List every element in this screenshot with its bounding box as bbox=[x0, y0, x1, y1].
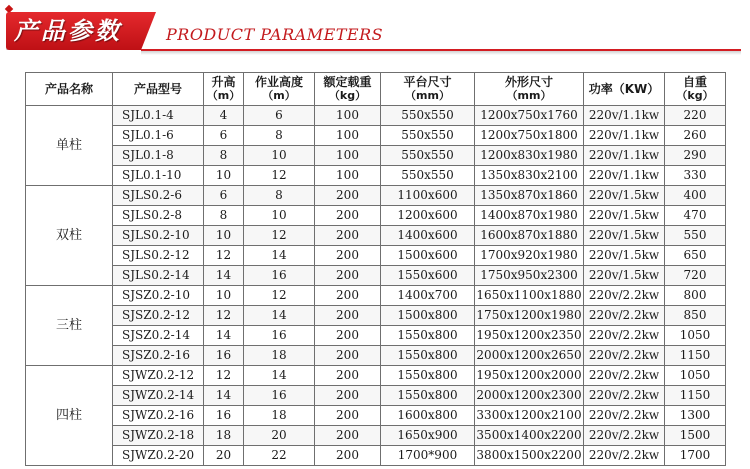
header-divider-shadow bbox=[141, 51, 741, 55]
table-cell: 220v/1.1kw bbox=[584, 106, 665, 126]
table-cell: 1400x870x1980 bbox=[475, 206, 584, 226]
table-cell: 200 bbox=[315, 386, 381, 406]
table-cell: 220v/2.2kw bbox=[584, 386, 665, 406]
model-cell: SJSZ0.2-14 bbox=[113, 326, 204, 346]
table-cell: 1050 bbox=[665, 326, 726, 346]
column-header-unit: （mm） bbox=[405, 89, 450, 102]
table-cell: 14 bbox=[244, 246, 315, 266]
table-cell: 14 bbox=[204, 266, 244, 286]
column-header-unit: （m） bbox=[262, 89, 296, 102]
column-header bbox=[204, 73, 244, 106]
table-cell: 220v/2.2kw bbox=[584, 286, 665, 306]
table-cell: 200 bbox=[315, 286, 381, 306]
table-row bbox=[26, 366, 726, 386]
table-cell: 1550x800 bbox=[381, 326, 475, 346]
table-row bbox=[26, 306, 726, 326]
column-header-label: 产品型号 bbox=[133, 82, 182, 96]
table-cell: 1400x600 bbox=[381, 226, 475, 246]
model-cell: SJL0.1-6 bbox=[113, 126, 204, 146]
table-cell: 10 bbox=[204, 286, 244, 306]
table-row bbox=[26, 166, 726, 186]
table-cell: 1500x600 bbox=[381, 246, 475, 266]
table-cell: 260 bbox=[665, 126, 726, 146]
table-cell: 550x550 bbox=[381, 126, 475, 146]
table-cell: 550 bbox=[665, 226, 726, 246]
table-cell: 1350x830x2100 bbox=[475, 166, 584, 186]
table-cell: 800 bbox=[665, 286, 726, 306]
table-cell: 8 bbox=[204, 206, 244, 226]
table-cell: 1950x1200x2000 bbox=[475, 366, 584, 386]
table-cell: 200 bbox=[315, 366, 381, 386]
table-cell: 1700x920x1980 bbox=[475, 246, 584, 266]
table-row bbox=[26, 146, 726, 166]
column-header-label: 功率（KW） bbox=[588, 82, 660, 96]
table-cell: 100 bbox=[315, 166, 381, 186]
table-cell: 470 bbox=[665, 206, 726, 226]
model-cell: SJLS0.2-12 bbox=[113, 246, 204, 266]
table-cell: 10 bbox=[244, 146, 315, 166]
table-cell: 1550x800 bbox=[381, 346, 475, 366]
table-row bbox=[26, 266, 726, 286]
model-cell: SJLS0.2-10 bbox=[113, 226, 204, 246]
table-row bbox=[26, 226, 726, 246]
table-cell: 220v/2.2kw bbox=[584, 366, 665, 386]
table-cell: 14 bbox=[204, 386, 244, 406]
table-cell: 1550x800 bbox=[381, 386, 475, 406]
table-row bbox=[26, 186, 726, 206]
table-cell: 220v/2.2kw bbox=[584, 346, 665, 366]
table-cell: 650 bbox=[665, 246, 726, 266]
model-cell: SJSZ0.2-12 bbox=[113, 306, 204, 326]
table-cell: 200 bbox=[315, 246, 381, 266]
model-cell: SJSZ0.2-16 bbox=[113, 346, 204, 366]
model-cell: SJWZ0.2-16 bbox=[113, 406, 204, 426]
table-cell: 16 bbox=[244, 266, 315, 286]
column-header-label: 自重 bbox=[682, 75, 707, 89]
table-cell: 16 bbox=[244, 326, 315, 346]
table-cell: 220v/1.5kw bbox=[584, 206, 665, 226]
column-header bbox=[244, 73, 315, 106]
table-row bbox=[26, 246, 726, 266]
table-cell: 200 bbox=[315, 206, 381, 226]
table-cell: 4 bbox=[204, 106, 244, 126]
model-cell: SJWZ0.2-20 bbox=[113, 446, 204, 466]
table-cell: 1400x700 bbox=[381, 286, 475, 306]
table-cell: 16 bbox=[244, 386, 315, 406]
table-cell: 720 bbox=[665, 266, 726, 286]
table-cell: 1650x900 bbox=[381, 426, 475, 446]
column-header bbox=[665, 73, 726, 106]
model-cell: SJLS0.2-14 bbox=[113, 266, 204, 286]
table-cell: 6 bbox=[204, 126, 244, 146]
page-title-en: PRODUCT PARAMETERS bbox=[166, 25, 384, 44]
table-row bbox=[26, 406, 726, 426]
table-cell: 1150 bbox=[665, 386, 726, 406]
table-cell: 14 bbox=[244, 366, 315, 386]
table-cell: 1550x800 bbox=[381, 366, 475, 386]
table-cell: 200 bbox=[315, 306, 381, 326]
column-header-unit: （kg） bbox=[328, 89, 367, 102]
table-cell: 220v/2.2kw bbox=[584, 306, 665, 326]
column-header bbox=[113, 73, 204, 106]
table-cell: 200 bbox=[315, 186, 381, 206]
table-cell: 8 bbox=[244, 186, 315, 206]
product-group-name: 双柱 bbox=[26, 186, 113, 286]
table-cell: 220 bbox=[665, 106, 726, 126]
table-cell: 1200x830x1980 bbox=[475, 146, 584, 166]
table-cell: 14 bbox=[204, 326, 244, 346]
table-cell: 1700*900 bbox=[381, 446, 475, 466]
table-cell: 200 bbox=[315, 266, 381, 286]
table-row bbox=[26, 386, 726, 406]
table-cell: 12 bbox=[244, 226, 315, 246]
model-cell: SJWZ0.2-18 bbox=[113, 426, 204, 446]
table-cell: 1750x950x2300 bbox=[475, 266, 584, 286]
table-cell: 10 bbox=[204, 166, 244, 186]
table-cell: 18 bbox=[244, 346, 315, 366]
table-row bbox=[26, 286, 726, 306]
table-cell: 220v/1.1kw bbox=[584, 126, 665, 146]
model-cell: SJLS0.2-8 bbox=[113, 206, 204, 226]
table-row bbox=[26, 126, 726, 146]
table-row bbox=[26, 346, 726, 366]
table-cell: 200 bbox=[315, 426, 381, 446]
column-header bbox=[475, 73, 584, 106]
table-cell: 1200x750x1760 bbox=[475, 106, 584, 126]
table-cell: 1500 bbox=[665, 426, 726, 446]
table-cell: 10 bbox=[204, 226, 244, 246]
table-cell: 12 bbox=[204, 306, 244, 326]
table-cell: 220v/1.1kw bbox=[584, 166, 665, 186]
table-cell: 550x550 bbox=[381, 106, 475, 126]
table-cell: 220v/2.2kw bbox=[584, 426, 665, 446]
table-row bbox=[26, 326, 726, 346]
model-cell: SJSZ0.2-10 bbox=[113, 286, 204, 306]
model-cell: SJL0.1-4 bbox=[113, 106, 204, 126]
table-cell: 2000x1200x2300 bbox=[475, 386, 584, 406]
table-cell: 18 bbox=[204, 426, 244, 446]
table-cell: 200 bbox=[315, 226, 381, 246]
table-cell: 200 bbox=[315, 346, 381, 366]
table-header-row bbox=[26, 73, 726, 106]
product-group-name: 四柱 bbox=[26, 366, 113, 466]
column-header bbox=[26, 73, 113, 106]
table-cell: 1050 bbox=[665, 366, 726, 386]
table-cell: 220v/2.2kw bbox=[584, 406, 665, 426]
model-cell: SJWZ0.2-12 bbox=[113, 366, 204, 386]
table-cell: 220v/1.5kw bbox=[584, 266, 665, 286]
table-cell: 220v/1.5kw bbox=[584, 186, 665, 206]
table-cell: 550x550 bbox=[381, 166, 475, 186]
table-row bbox=[26, 106, 726, 126]
table-cell: 220v/2.2kw bbox=[584, 326, 665, 346]
table-cell: 100 bbox=[315, 126, 381, 146]
table-cell: 1600x870x1880 bbox=[475, 226, 584, 246]
table-cell: 1100x600 bbox=[381, 186, 475, 206]
product-group-name: 三柱 bbox=[26, 286, 113, 366]
column-header-unit: （mm） bbox=[506, 89, 552, 102]
product-parameters-table bbox=[25, 72, 726, 466]
diamond-icon bbox=[5, 5, 13, 13]
table-cell: 1650x1100x1880 bbox=[475, 286, 584, 306]
model-cell: SJWZ0.2-14 bbox=[113, 386, 204, 406]
table-cell: 22 bbox=[244, 446, 315, 466]
table-cell: 100 bbox=[315, 106, 381, 126]
column-header-label: 升高 bbox=[211, 75, 236, 89]
table-cell: 18 bbox=[244, 406, 315, 426]
table-cell: 1150 bbox=[665, 346, 726, 366]
table-cell: 220v/2.2kw bbox=[584, 446, 665, 466]
table-cell: 290 bbox=[665, 146, 726, 166]
table-cell: 8 bbox=[244, 126, 315, 146]
table-cell: 12 bbox=[204, 366, 244, 386]
column-header-label: 平台尺寸 bbox=[403, 75, 452, 89]
table-cell: 330 bbox=[665, 166, 726, 186]
table-cell: 200 bbox=[315, 446, 381, 466]
table-cell: 6 bbox=[204, 186, 244, 206]
product-group-name: 单柱 bbox=[26, 106, 113, 186]
column-header-label: 额定载重 bbox=[323, 75, 372, 89]
table-cell: 400 bbox=[665, 186, 726, 206]
table-cell: 12 bbox=[204, 246, 244, 266]
table-row bbox=[26, 426, 726, 446]
table-cell: 100 bbox=[315, 146, 381, 166]
page-title-cn: 产品参数 bbox=[14, 17, 122, 45]
table-cell: 14 bbox=[244, 306, 315, 326]
column-header bbox=[584, 73, 665, 106]
table-cell: 1200x750x1800 bbox=[475, 126, 584, 146]
table-cell: 12 bbox=[244, 166, 315, 186]
table-cell: 16 bbox=[204, 346, 244, 366]
table-cell: 550x550 bbox=[381, 146, 475, 166]
table-cell: 850 bbox=[665, 306, 726, 326]
model-cell: SJL0.1-10 bbox=[113, 166, 204, 186]
model-cell: SJLS0.2-6 bbox=[113, 186, 204, 206]
column-header-label: 作业高度 bbox=[254, 75, 303, 89]
header-banner bbox=[0, 0, 750, 62]
table-cell: 220v/1.5kw bbox=[584, 246, 665, 266]
table-cell: 8 bbox=[204, 146, 244, 166]
table-cell: 1550x600 bbox=[381, 266, 475, 286]
table-body bbox=[26, 106, 726, 466]
table-cell: 10 bbox=[244, 206, 315, 226]
column-header bbox=[315, 73, 381, 106]
table-cell: 200 bbox=[315, 406, 381, 426]
table-cell: 1200x600 bbox=[381, 206, 475, 226]
column-header-label: 外形尺寸 bbox=[504, 75, 553, 89]
table-cell: 1350x870x1860 bbox=[475, 186, 584, 206]
column-header-unit: （m） bbox=[206, 89, 241, 102]
table-cell: 20 bbox=[244, 426, 315, 446]
table-cell: 220v/1.5kw bbox=[584, 226, 665, 246]
table-cell: 3800x1500x2200 bbox=[475, 446, 584, 466]
column-header-label: 产品名称 bbox=[44, 82, 93, 96]
table-row bbox=[26, 446, 726, 466]
table-cell: 1700 bbox=[665, 446, 726, 466]
column-header bbox=[381, 73, 475, 106]
table-cell: 220v/1.1kw bbox=[584, 146, 665, 166]
table-cell: 1750x1200x1980 bbox=[475, 306, 584, 326]
table-cell: 1950x1200x2350 bbox=[475, 326, 584, 346]
table-cell: 1500x800 bbox=[381, 306, 475, 326]
table-cell: 3500x1400x2200 bbox=[475, 426, 584, 446]
table-cell: 20 bbox=[204, 446, 244, 466]
column-header-unit: （kg） bbox=[676, 89, 714, 102]
table-cell: 200 bbox=[315, 326, 381, 346]
model-cell: SJL0.1-8 bbox=[113, 146, 204, 166]
table-cell: 1600x800 bbox=[381, 406, 475, 426]
table-cell: 3300x1200x2100 bbox=[475, 406, 584, 426]
table-cell: 12 bbox=[244, 286, 315, 306]
table-cell: 6 bbox=[244, 106, 315, 126]
table-cell: 1300 bbox=[665, 406, 726, 426]
table-cell: 2000x1200x2650 bbox=[475, 346, 584, 366]
table-row bbox=[26, 206, 726, 226]
table-cell: 16 bbox=[204, 406, 244, 426]
